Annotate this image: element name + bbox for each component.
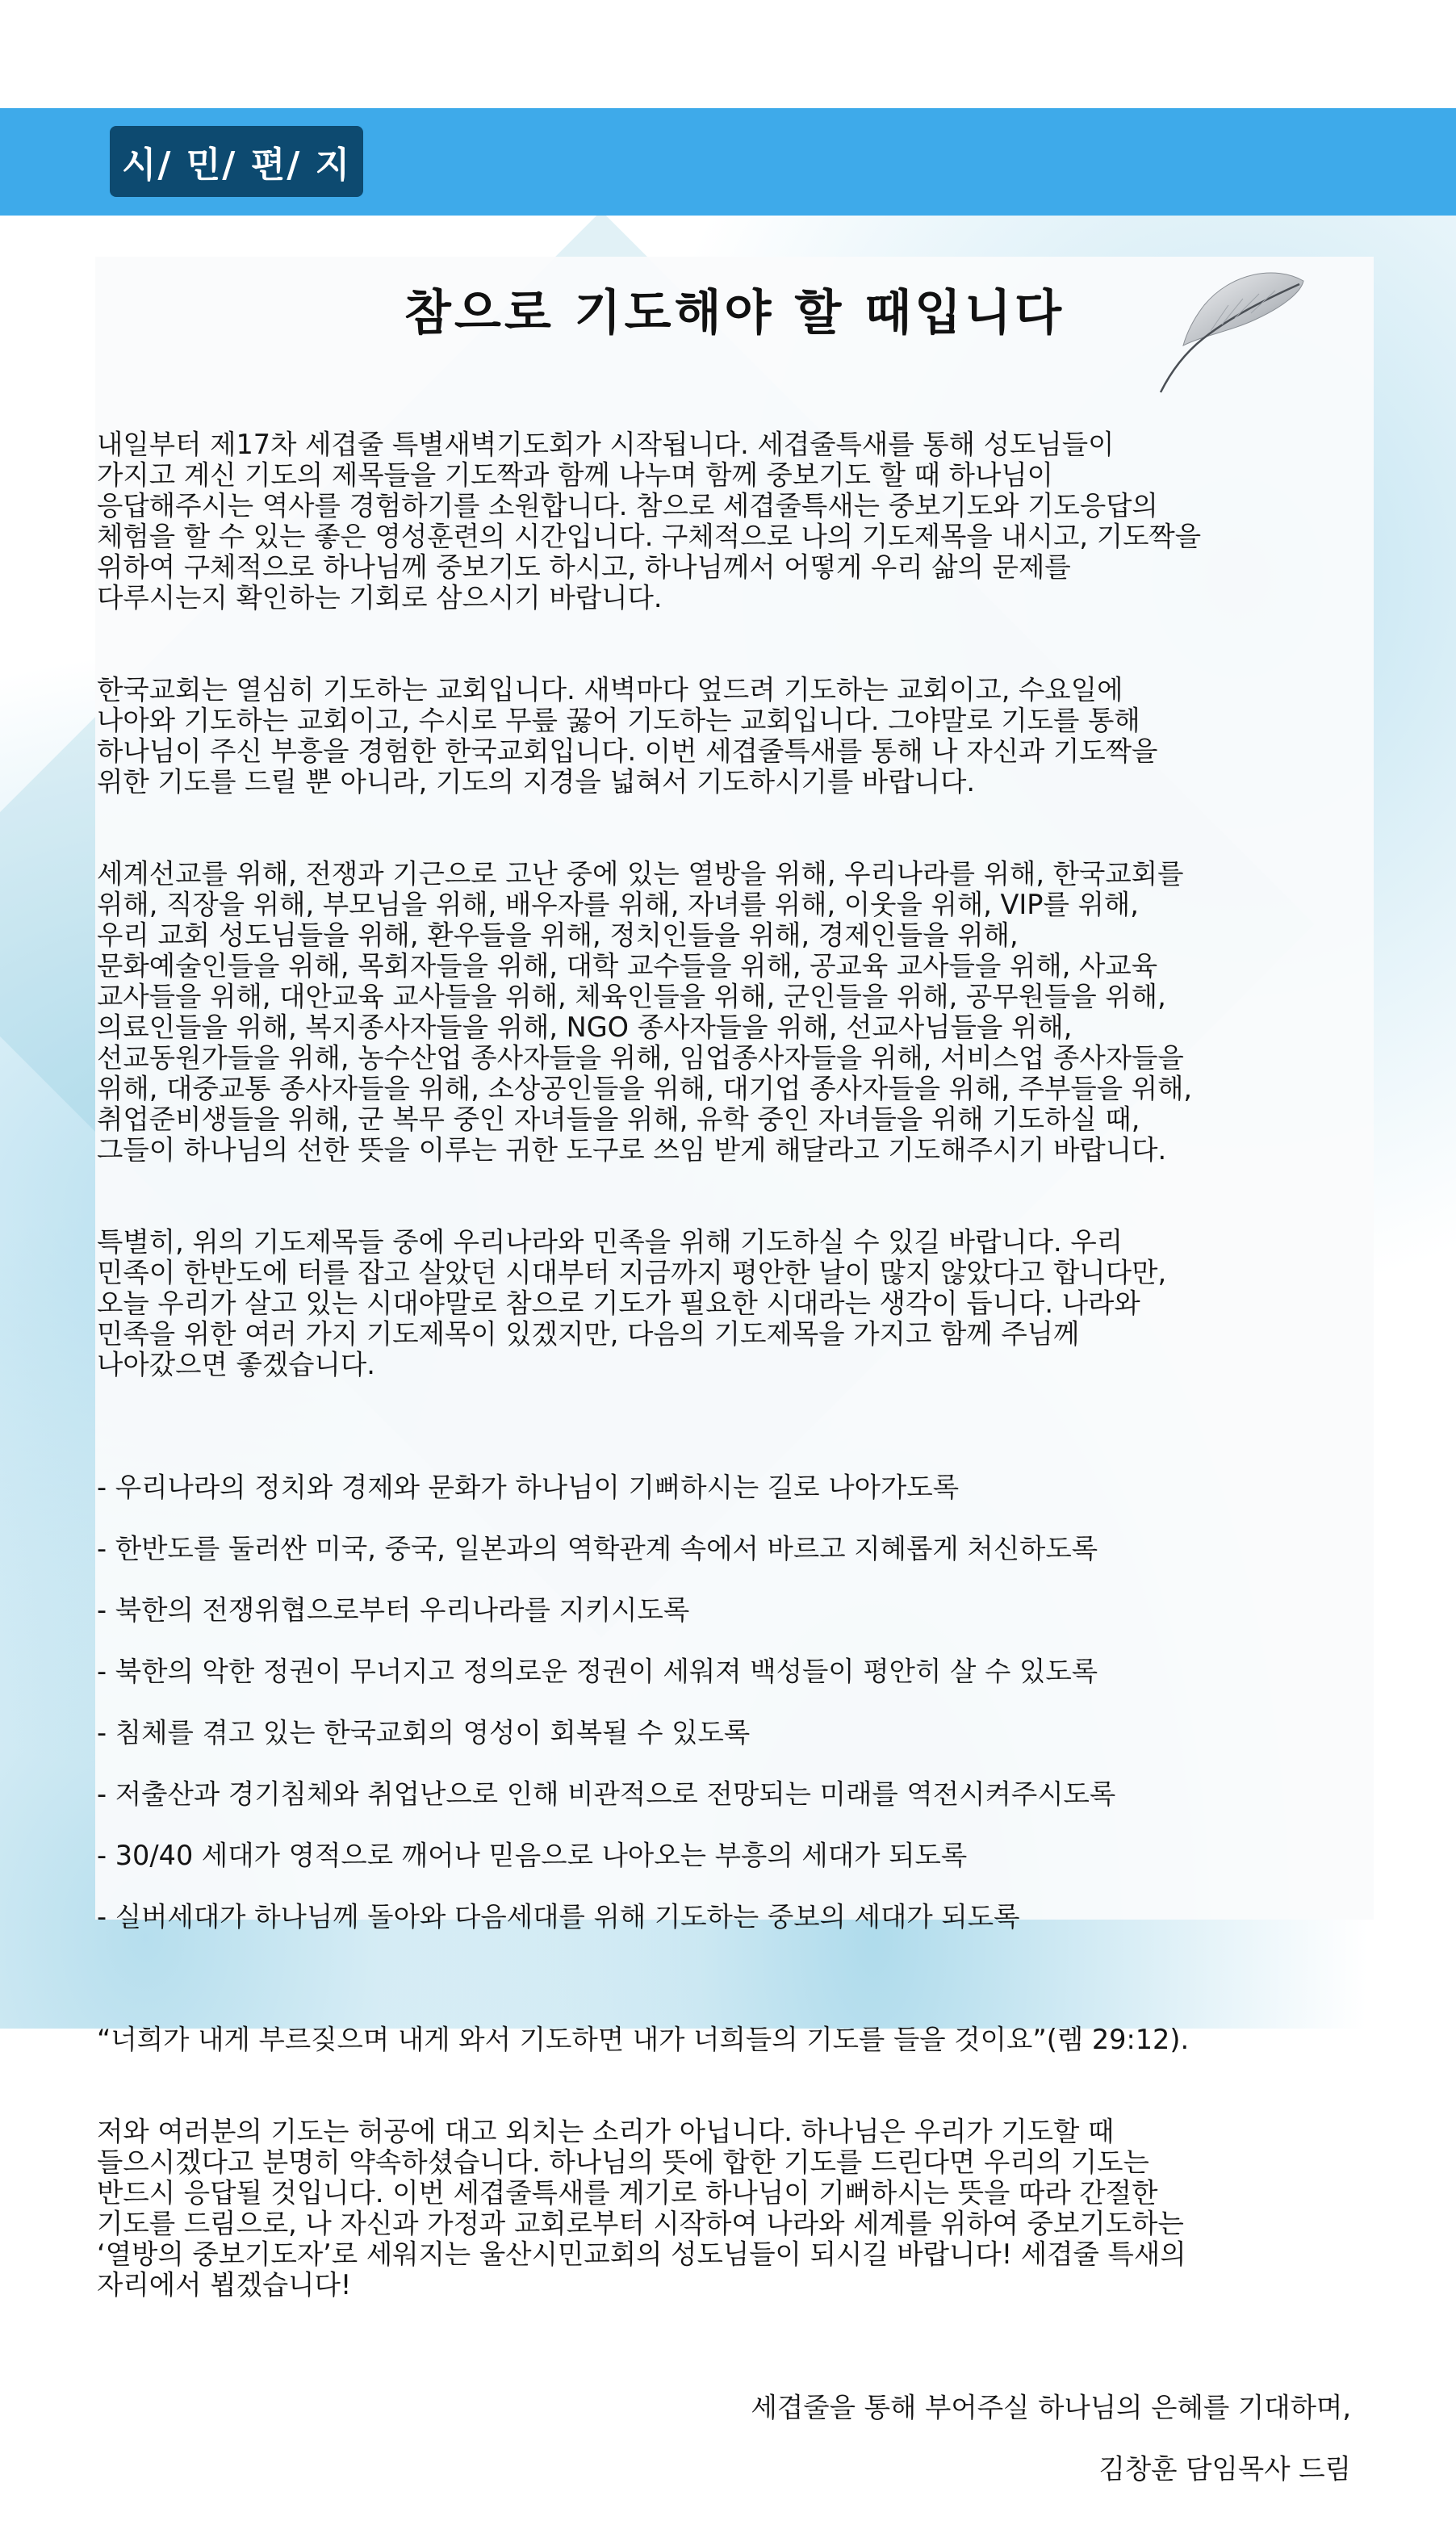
signature: 김창훈 담임목사 드림 [1098,2453,1351,2485]
prayer-item: - 저출산과 경기침체와 취업난으로 인해 비관적으로 전망되는 미래를 역전시켜주시도록 [97,1778,1116,1810]
letter-body [97,399,1364,2546]
letter-closing [97,2362,1364,2515]
prayer-list [97,1442,1364,1963]
letter-paragraph: 세계선교를 위해, 전쟁과 기근으로 고난 중에 있는 열방을 위해, 우리나라를 위해, 한국교회를 위해, 직장을 위해, 부모님을 위해, 배우자를 위해, 자녀를 위해, 이웃을 위해, VIP를 위해, 우리 교회 성도님들을 위해, 환우들을 위해, 정치인들을 위해, 경제인들을 위해, 문화예술인들을 위해, 목회자들을 위해, 대학 교수들을 위해, 공교육 교사들을 위해, 사교육 교사들을 위해, 대안교육 교사들을 위해, 체육인들을 위해, 군인들을 위해, 공무원들을 위해, 의료인들을 위해, 복지종사자들을 위해, NGO 종사자들을 위해, 선교사님들을 위해, 선교동원가들을 위해, 농수산업 종사자들을 위해, 임업종사자들을 위해, 서비스업 종사자들을 위해, 대중교통 종사자들을 위해, 소상공인들을 위해, 대기업 종사자들을 위해, 주부들을 위해, 취업준비생들을 위해, 군 복무 중인 자녀들을 위해, 유학 중인 자녀들을 위해 기도하실 때, 그들이 하나님의 선한 뜻을 이루는 귀한 도구로 쓰임 받게 해달라고 기도해주시기 바랍니다. [97,858,1193,1166]
prayer-item: - 북한의 악한 정권이 무너지고 정의로운 정권이 세워져 백성들이 평안히 살 수 있도록 [97,1656,1098,1687]
prayer-item: - 침체를 겪고 있는 한국교회의 영성이 회복될 수 있도록 [97,1717,751,1748]
section-badge: 시/ 민/ 편/ 지 [110,126,363,197]
prayer-item: - 실버세대가 하나님께 돌아와 다음세대를 위해 기도하는 중보의 세대가 되도록 [97,1901,1020,1933]
prayer-item: - 한반도를 둘러싼 미국, 중국, 일본과의 역학관계 속에서 바르고 지혜롭게 처신하도록 [97,1533,1098,1564]
letter-paragraph: 특별히, 위의 기도제목들 중에 우리나라와 민족을 위해 기도하실 수 있길 바랍니다. 우리 민족이 한반도에 터를 잡고 살았던 시대부터 지금까지 평안한 날이 많지 않았다고 합니다만, 오늘 우리가 살고 있는 시대야말로 참으로 기도가 필요한 시대라는 생각이 듭니다. 나라와 민족을 위한 여러 가지 기도제목이 있겠지만, 다음의 기도제목을 가지고 함께 주님께 나아갔으면 좋겠습니다. [97,1226,1167,1380]
letter-paragraph: 내일부터 제17차 세겹줄 특별새벽기도회가 시작됩니다. 세겹줄특새를 통해 성도님들이 가지고 계신 기도의 제목들을 기도짝과 함께 나누며 함께 중보기도 할 때 하나님이 응답해주시는 역사를 경험하기를 소원합니다. 참으로 세겹줄특새는 중보기도와 기도응답의 체험을 할 수 있는 좋은 영성훈련의 시간입니다. 구체적으로 나의 기도제목을 내시고, 기도짝을 위하여 구체적으로 하나님께 중보기도 하시고, 하나님께서 어떻게 우리 삶의 문제를 다루시는지 확인하는 기회로 삼으시기 바랍니다. [97,429,1202,613]
letter-paragraph: 한국교회는 열심히 기도하는 교회입니다. 새벽마다 엎드려 기도하는 교회이고, 수요일에 나아와 기도하는 교회이고, 수시로 무릎 꿇어 기도하는 교회입니다. 그야말로 기도를 통해 하나님이 주신 부흥을 경험한 한국교회입니다. 이번 세겹줄특새를 통해 나 자신과 기도짝을 위한 기도를 드릴 뿐 아니라, 기도의 지경을 넓혀서 기도하시기를 바랍니다. [97,674,1158,798]
prayer-item: - 우리나라의 정치와 경제와 문화가 하나님이 기뻐하시는 길로 나아가도록 [97,1472,960,1503]
letter-title: 참으로 기도해야 할 때입니다 [404,285,1065,341]
prayer-item: - 30/40 세대가 영적으로 깨어나 믿음으로 나아오는 부흥의 세대가 되도록 [97,1840,968,1871]
closing-line: 세겹줄을 통해 부어주실 하나님의 은혜를 기대하며, [751,2392,1351,2423]
letter-paragraph: 저와 여러분의 기도는 허공에 대고 외치는 소리가 아닙니다. 하나님은 우리가 기도할 때 들으시겠다고 분명히 약속하셨습니다. 하나님의 뜻에 합한 기도를 드린다면 우리의 기도는 반드시 응답될 것입니다. 이번 세겹줄특새를 계기로 하나님이 기뻐하시는 뜻을 따라 간절한 기도를 드림으로, 나 자신과 가정과 교회로부터 시작하여 나라와 세계를 위하여 중보기도하는 ‘열방의 중보기도자’로 세워지는 울산시민교회의 성도님들이 되시길 바랍니다! 세겹줄 특새의 자리에서 뵙겠습니다! [97,2116,1186,2301]
prayer-item: - 북한의 전쟁위협으로부터 우리나라를 지키시도록 [97,1594,690,1626]
feather-icon [1154,266,1307,396]
bible-quote: “너희가 내게 부르짖으며 내게 와서 기도하면 내가 너희들의 기도를 들을 것이요”(렘 29:12). [97,2024,1190,2055]
